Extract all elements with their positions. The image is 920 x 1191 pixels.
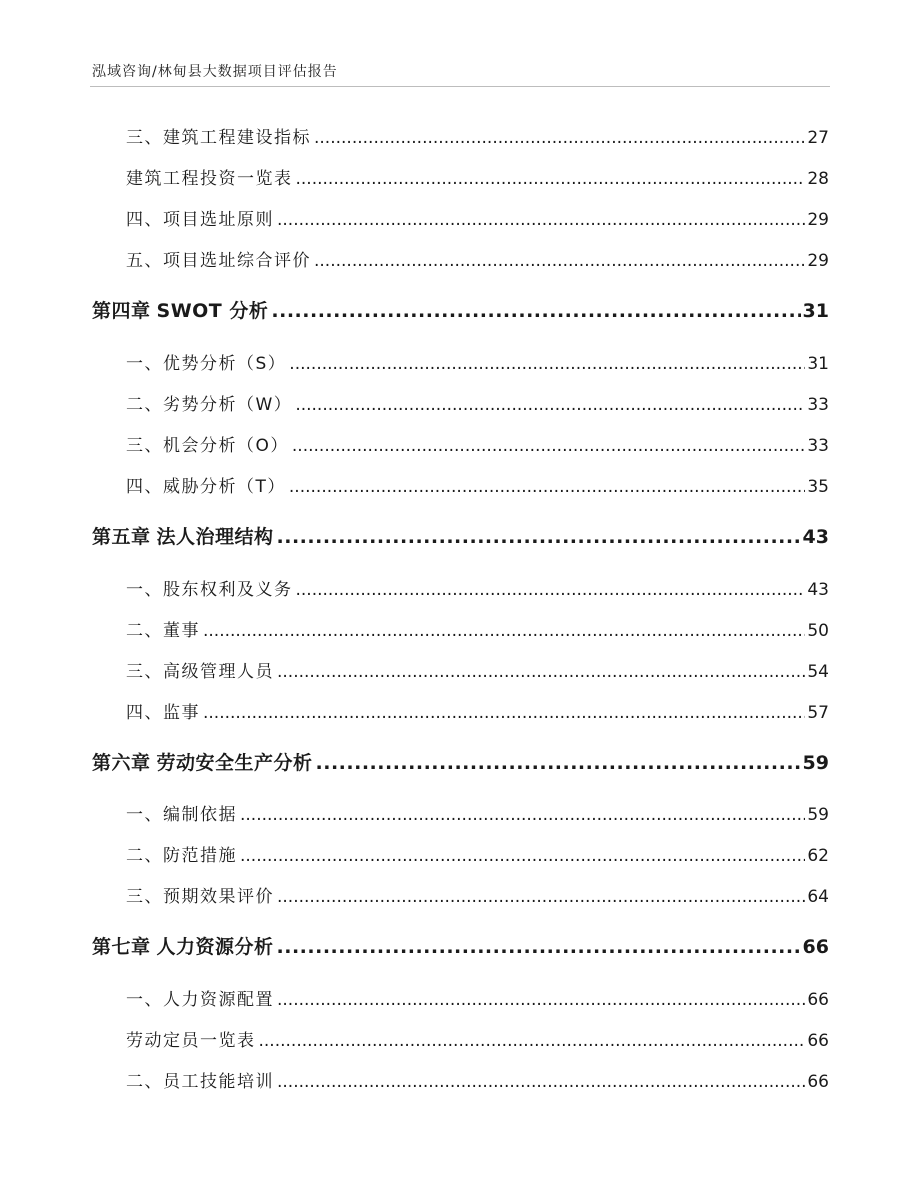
- toc-entry-title: 建筑工程投资一览表: [126, 169, 293, 189]
- toc-entry-page: 59: [807, 805, 829, 825]
- toc-entry-title: 优势分析（S）: [163, 354, 287, 374]
- toc-entry[interactable]: [126, 698, 829, 722]
- dot-leader: [316, 752, 801, 774]
- dot-leader: [292, 436, 805, 456]
- toc-chapter-page: 43: [802, 526, 829, 548]
- toc-entry-number: 二、: [126, 395, 163, 415]
- toc-entry-page: 43: [807, 580, 829, 600]
- toc-chapter[interactable]: [92, 522, 829, 550]
- header-divider: [90, 86, 830, 87]
- toc-entry[interactable]: [126, 1067, 829, 1091]
- toc-entry-title: 项目选址综合评价: [163, 251, 311, 271]
- dot-leader: [203, 621, 805, 641]
- toc-entry[interactable]: [126, 575, 829, 599]
- toc-entry-page: 29: [807, 210, 829, 230]
- toc-entry[interactable]: [126, 390, 829, 414]
- dot-leader: [296, 580, 806, 600]
- toc-entry-number: 一、: [126, 354, 163, 374]
- toc-chapter-number: 第四章: [92, 300, 151, 322]
- toc-entry-page: 57: [807, 703, 829, 723]
- toc-entry-number: 四、: [126, 703, 163, 723]
- toc-entry[interactable]: [126, 657, 829, 681]
- toc-entry-title: 机会分析（O）: [163, 436, 289, 456]
- toc-entry[interactable]: [126, 431, 829, 455]
- toc-entry-title: 董事: [163, 621, 200, 641]
- dot-leader: [271, 300, 800, 322]
- toc-entry-number: 四、: [126, 210, 163, 230]
- toc-chapter-title: 人力资源分析: [156, 936, 274, 958]
- toc-entry-number: 三、: [126, 128, 163, 148]
- toc-entry[interactable]: [126, 800, 829, 824]
- toc-entry[interactable]: [126, 164, 829, 188]
- dot-leader: [296, 169, 806, 189]
- toc-entry[interactable]: [126, 841, 829, 865]
- dot-leader: [295, 395, 805, 415]
- toc-entry-page: 31: [807, 354, 829, 374]
- toc-entry-title: 编制依据: [163, 805, 237, 825]
- toc-entry-title: 威胁分析（T）: [163, 477, 286, 497]
- toc-entry-page: 66: [807, 990, 829, 1010]
- dot-leader: [259, 1031, 806, 1051]
- toc-entry-number: 五、: [126, 251, 163, 271]
- toc-entry-page: 54: [807, 662, 829, 682]
- toc-entry-page: 27: [807, 128, 829, 148]
- toc-entry-number: 二、: [126, 1072, 163, 1092]
- toc-chapter-number: 第六章: [92, 752, 151, 774]
- dot-leader: [240, 846, 805, 866]
- toc-chapter[interactable]: [92, 296, 829, 324]
- toc-entry-title: 人力资源配置: [163, 990, 274, 1010]
- dot-leader: [277, 990, 805, 1010]
- toc-entry-page: 28: [807, 169, 829, 189]
- toc-entry[interactable]: [126, 616, 829, 640]
- toc-entry[interactable]: [126, 123, 829, 147]
- toc-entry-number: 一、: [126, 580, 163, 600]
- toc-chapter-page: 31: [802, 300, 829, 322]
- toc-entry-title: 高级管理人员: [163, 662, 274, 682]
- dot-leader: [240, 805, 805, 825]
- toc-entry-page: 64: [807, 887, 829, 907]
- toc-entry[interactable]: [126, 205, 829, 229]
- toc-chapter-number: 第七章: [92, 936, 151, 958]
- toc-entry-title: 劣势分析（W）: [163, 395, 293, 415]
- toc-chapter-page: 59: [802, 752, 829, 774]
- toc-entry[interactable]: [126, 246, 829, 270]
- toc-entry-number: 二、: [126, 846, 163, 866]
- toc-entry-page: 66: [807, 1031, 829, 1051]
- dot-leader: [203, 703, 805, 723]
- toc-chapter-title: 法人治理结构: [156, 526, 274, 548]
- toc-entry-page: 66: [807, 1072, 829, 1092]
- dot-leader: [289, 354, 805, 374]
- toc-entry[interactable]: [126, 349, 829, 373]
- toc-entry-title: 股东权利及义务: [163, 580, 293, 600]
- toc-chapter[interactable]: [92, 748, 829, 776]
- dot-leader: [277, 887, 805, 907]
- toc-chapter-title: SWOT 分析: [156, 300, 269, 322]
- dot-leader: [314, 128, 805, 148]
- toc-entry-title: 项目选址原则: [163, 210, 274, 230]
- running-header: 泓域咨询/林甸县大数据项目评估报告: [92, 64, 338, 80]
- dot-leader: [277, 1072, 805, 1092]
- toc-entry-title: 建筑工程建设指标: [163, 128, 311, 148]
- toc-entry-number: 二、: [126, 621, 163, 641]
- dot-leader: [289, 477, 805, 497]
- toc-entry-number: 三、: [126, 887, 163, 907]
- dot-leader: [277, 662, 805, 682]
- toc-entry-title: 监事: [163, 703, 200, 723]
- toc-entry[interactable]: [126, 882, 829, 906]
- toc-entry-title: 预期效果评价: [163, 887, 274, 907]
- toc-entry-page: 62: [807, 846, 829, 866]
- dot-leader: [277, 526, 801, 548]
- toc-entry[interactable]: [126, 1026, 829, 1050]
- toc-entry-title: 防范措施: [163, 846, 237, 866]
- toc-entry-page: 35: [807, 477, 829, 497]
- toc-entry-page: 33: [807, 395, 829, 415]
- dot-leader: [277, 210, 805, 230]
- toc-entry-page: 29: [807, 251, 829, 271]
- toc-entry-title: 劳动定员一览表: [126, 1031, 256, 1051]
- toc-entry-title: 员工技能培训: [163, 1072, 274, 1092]
- toc-chapter[interactable]: [92, 932, 829, 960]
- toc-entry-number: 四、: [126, 477, 163, 497]
- dot-leader: [277, 936, 801, 958]
- dot-leader: [314, 251, 805, 271]
- toc-chapter-title: 劳动安全生产分析: [156, 752, 313, 774]
- toc-entry[interactable]: [126, 472, 829, 496]
- toc-entry-number: 一、: [126, 805, 163, 825]
- toc-chapter-page: 66: [802, 936, 829, 958]
- toc-entry-page: 50: [807, 621, 829, 641]
- toc-entry-page: 33: [807, 436, 829, 456]
- toc-chapter-number: 第五章: [92, 526, 151, 548]
- toc-entry[interactable]: [126, 985, 829, 1009]
- toc-entry-number: 三、: [126, 436, 163, 456]
- toc-entry-number: 三、: [126, 662, 163, 682]
- toc-entry-number: 一、: [126, 990, 163, 1010]
